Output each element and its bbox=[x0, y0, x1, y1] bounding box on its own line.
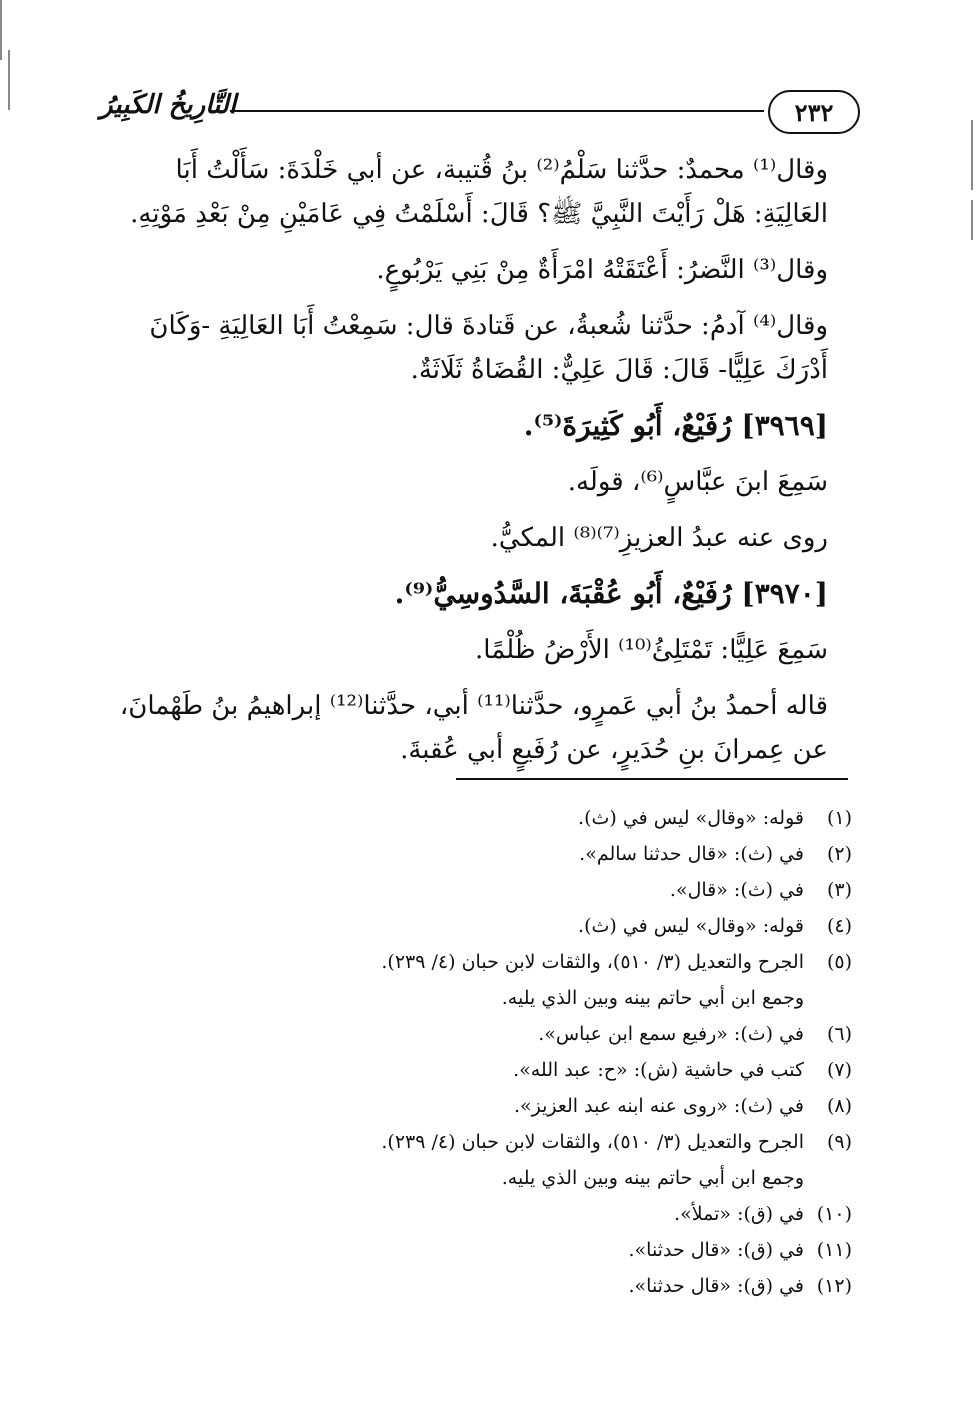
footnote-text: في (ق): «قال حدثنا». bbox=[628, 1275, 804, 1297]
footnote-text: قوله: «وقال» ليس في (ث). bbox=[578, 807, 804, 829]
footnote-text: في (ث): «قال حدثنا سالم». bbox=[579, 843, 804, 865]
footnote bbox=[300, 1052, 852, 1088]
entry-heading-3969: [٣٩٦٩] رُفَيْعٌ، أَبُو كَثِيرَةَ⁽⁵⁾. bbox=[523, 409, 828, 442]
footnote-number: (٤) bbox=[826, 915, 852, 937]
entry-line: روى عنه عبدُ العزيزِ⁽⁷⁾⁽⁸⁾ المكيُّ. bbox=[490, 523, 828, 553]
footnote-text: كتب في حاشية (ش): «ح: عبد الله». bbox=[513, 1059, 804, 1081]
footnote-number: (٩) bbox=[826, 1131, 852, 1153]
footnote-number: (٣) bbox=[826, 879, 852, 901]
footnote-text: في (ق): «تملأ». bbox=[674, 1203, 804, 1225]
paragraph: وقال⁽³⁾ النَّضرُ: أَعْتَقَتْهُ امْرَأَةٌ مِنْ بَنِي يَرْبُوعٍ. bbox=[376, 255, 828, 285]
page-number: ٢٣٢ bbox=[768, 90, 860, 134]
footnote-text: في (ث): «قال». bbox=[669, 879, 804, 901]
paragraph: وقال⁽⁴⁾ آدمُ: حدَّثنا شُعبةُ، عن قَتادةَ قال: سَمِعْتُ أَبَا العَالِيَةِ -وَكَانَ أَدْرَكَ عَلِيًّا- قَالَ: قَالَ عَلِيٌّ: القُضَاةُ ثَلَاثَةٌ. bbox=[149, 311, 828, 385]
footnote-continuation: وجمع ابن أبي حاتم بينه وبين الذي يليه. bbox=[501, 1167, 804, 1189]
footnote bbox=[300, 836, 852, 872]
footnote-number: (٨) bbox=[826, 1095, 852, 1117]
footnote bbox=[300, 1124, 852, 1160]
footnote bbox=[300, 1232, 852, 1268]
footnotes bbox=[300, 800, 852, 1304]
paragraph: قاله أحمدُ بنُ أبي عَمرٍو، حدَّثنا⁽¹¹⁾ أبي، حدَّثنا⁽¹²⁾ إبراهيمُ بنُ طَهْمانَ، عن عِمرانَ بنِ حُدَيرٍ، عن رُفَيعٍ أبي عُقبةَ. bbox=[119, 691, 828, 765]
footnote bbox=[300, 1196, 852, 1232]
footnote-separator bbox=[456, 778, 848, 780]
footnote bbox=[300, 1016, 852, 1052]
main-text bbox=[100, 148, 860, 784]
footnote-number: (١١) bbox=[816, 1239, 852, 1261]
footnote-text: في (ق): «قال حدثنا». bbox=[628, 1239, 804, 1261]
paragraph: وقال⁽¹⁾ محمدٌ: حدَّثنا سَلْمُ⁽²⁾ بنُ قُتيبة، عن أبي خَلْدَةَ: سَأَلْتُ أَبَا العَالِيَةِ: هَلْ رَأَيْتَ النَّبِيَّ ﷺ؟ قَالَ: أَسْلَمْتُ فِي عَامَيْنِ مِنْ بَعْدِ مَوْتِهِ. bbox=[130, 155, 828, 229]
footnote bbox=[300, 800, 852, 836]
footnote-number: (١٢) bbox=[816, 1275, 852, 1297]
footnote-number: (٦) bbox=[826, 1023, 852, 1045]
footnote-text: في (ث): «رفيع سمع ابن عباس». bbox=[538, 1023, 804, 1045]
footnote bbox=[300, 944, 852, 980]
footnote bbox=[300, 1268, 852, 1304]
footnote-text: في (ث): «روى عنه ابنه عبد العزيز». bbox=[513, 1095, 804, 1117]
footnote-number: (٢) bbox=[826, 843, 852, 865]
footnote-text: قوله: «وقال» ليس في (ث). bbox=[578, 915, 804, 937]
entry-line: سَمِعَ عَلِيًّا: تَمْتَلِئُ⁽¹⁰⁾ الأَرْضُ ظُلْمًا. bbox=[475, 635, 828, 665]
footnote bbox=[300, 1088, 852, 1124]
footnote-continuation: وجمع ابن أبي حاتم بينه وبين الذي يليه. bbox=[501, 987, 804, 1009]
entry-line: سَمِعَ ابنَ عبَّاسٍ⁽⁶⁾، قولَه. bbox=[567, 467, 828, 497]
footnote bbox=[300, 908, 852, 944]
page-edge-mark bbox=[0, 0, 2, 60]
page-edge-mark bbox=[8, 50, 10, 110]
footnote-number: (١) bbox=[826, 807, 852, 829]
page-header bbox=[100, 90, 860, 140]
footnote-text: الجرح والتعديل (٣/ ٥١٠)، والثقات لابن حبان (٤/ ٢٣٩). bbox=[381, 951, 804, 973]
running-title: التَّارِيخُ الكَبِيرُ bbox=[100, 90, 237, 120]
footnote-text: الجرح والتعديل (٣/ ٥١٠)، والثقات لابن حبان (٤/ ٢٣٩). bbox=[381, 1131, 804, 1153]
footnote-number: (٧) bbox=[826, 1059, 852, 1081]
entry-heading-3970: [٣٩٧٠] رُفَيْعٌ، أَبُو عُقْبَةَ، السَّدُوسِيُّ⁽⁹⁾. bbox=[394, 577, 828, 610]
page-edge-mark bbox=[971, 120, 973, 190]
page-edge-mark bbox=[971, 200, 973, 240]
header-rule bbox=[230, 110, 764, 112]
footnote bbox=[300, 872, 852, 908]
footnote-number: (٥) bbox=[826, 951, 852, 973]
footnote-number: (١٠) bbox=[816, 1203, 852, 1225]
